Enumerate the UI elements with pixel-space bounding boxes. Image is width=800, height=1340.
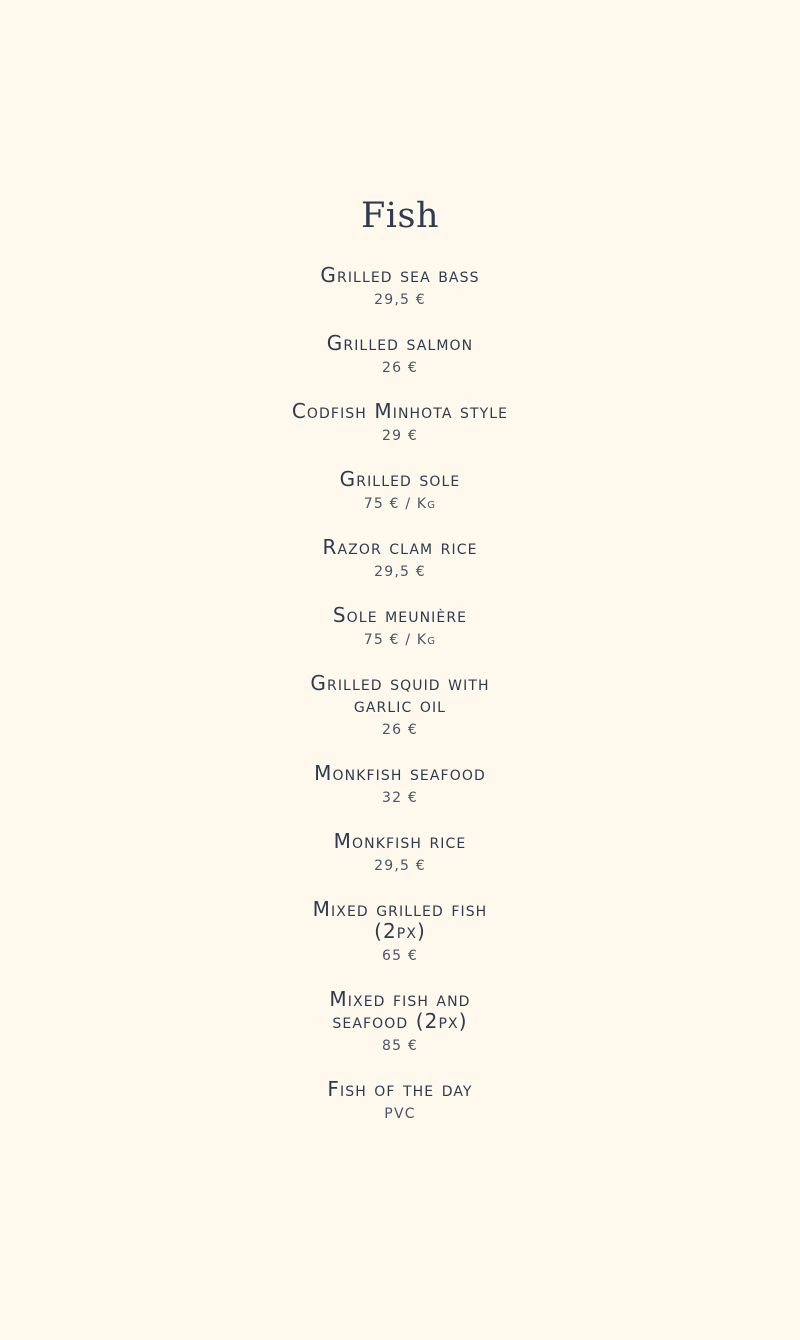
item-price: 29,5 € [374, 292, 426, 308]
menu-item [0, 468, 800, 513]
item-price: 75 € / Kg [363, 632, 437, 648]
item-price: 75 € / Kg [363, 496, 437, 512]
item-price: 65 € [382, 948, 418, 964]
item-name: Razor clam rice [322, 535, 478, 559]
item-price: 29,5 € [374, 564, 426, 580]
item-name: Fish of the day [327, 1077, 473, 1101]
item-name: Codfish Minhota style [291, 399, 509, 423]
menu-item [0, 898, 800, 965]
section-title: Fish [361, 196, 439, 236]
item-name: Grilled squid with garlic oil [310, 671, 490, 717]
menu-item [0, 536, 800, 581]
menu-item [0, 988, 800, 1055]
menu-item [0, 672, 800, 739]
menu-item [0, 264, 800, 309]
menu-item [0, 604, 800, 649]
item-price: 29,5 € [374, 858, 426, 874]
item-price: PVC [384, 1106, 416, 1122]
menu-item [0, 830, 800, 875]
menu-item-list [0, 264, 800, 1123]
menu-item [0, 1078, 800, 1123]
item-name: Monkfish seafood [314, 761, 486, 785]
item-name: Sole meunière [332, 603, 468, 627]
item-price: 85 € [382, 1038, 418, 1054]
item-name: Monkfish rice [333, 829, 467, 853]
item-price: 26 € [382, 722, 418, 738]
menu-item [0, 332, 800, 377]
item-price: 26 € [382, 360, 418, 376]
item-name: Mixed fish and seafood (2px) [329, 987, 471, 1033]
item-name: Grilled sea bass [320, 263, 480, 287]
item-name: Mixed grilled fish (2px) [312, 897, 488, 943]
item-price: 32 € [382, 790, 418, 806]
menu-item [0, 400, 800, 445]
menu-item [0, 762, 800, 807]
item-name: Grilled sole [339, 467, 461, 491]
fish-menu-section [0, 194, 800, 1146]
item-price: 29 € [382, 428, 418, 444]
item-name: Grilled salmon [326, 331, 474, 355]
